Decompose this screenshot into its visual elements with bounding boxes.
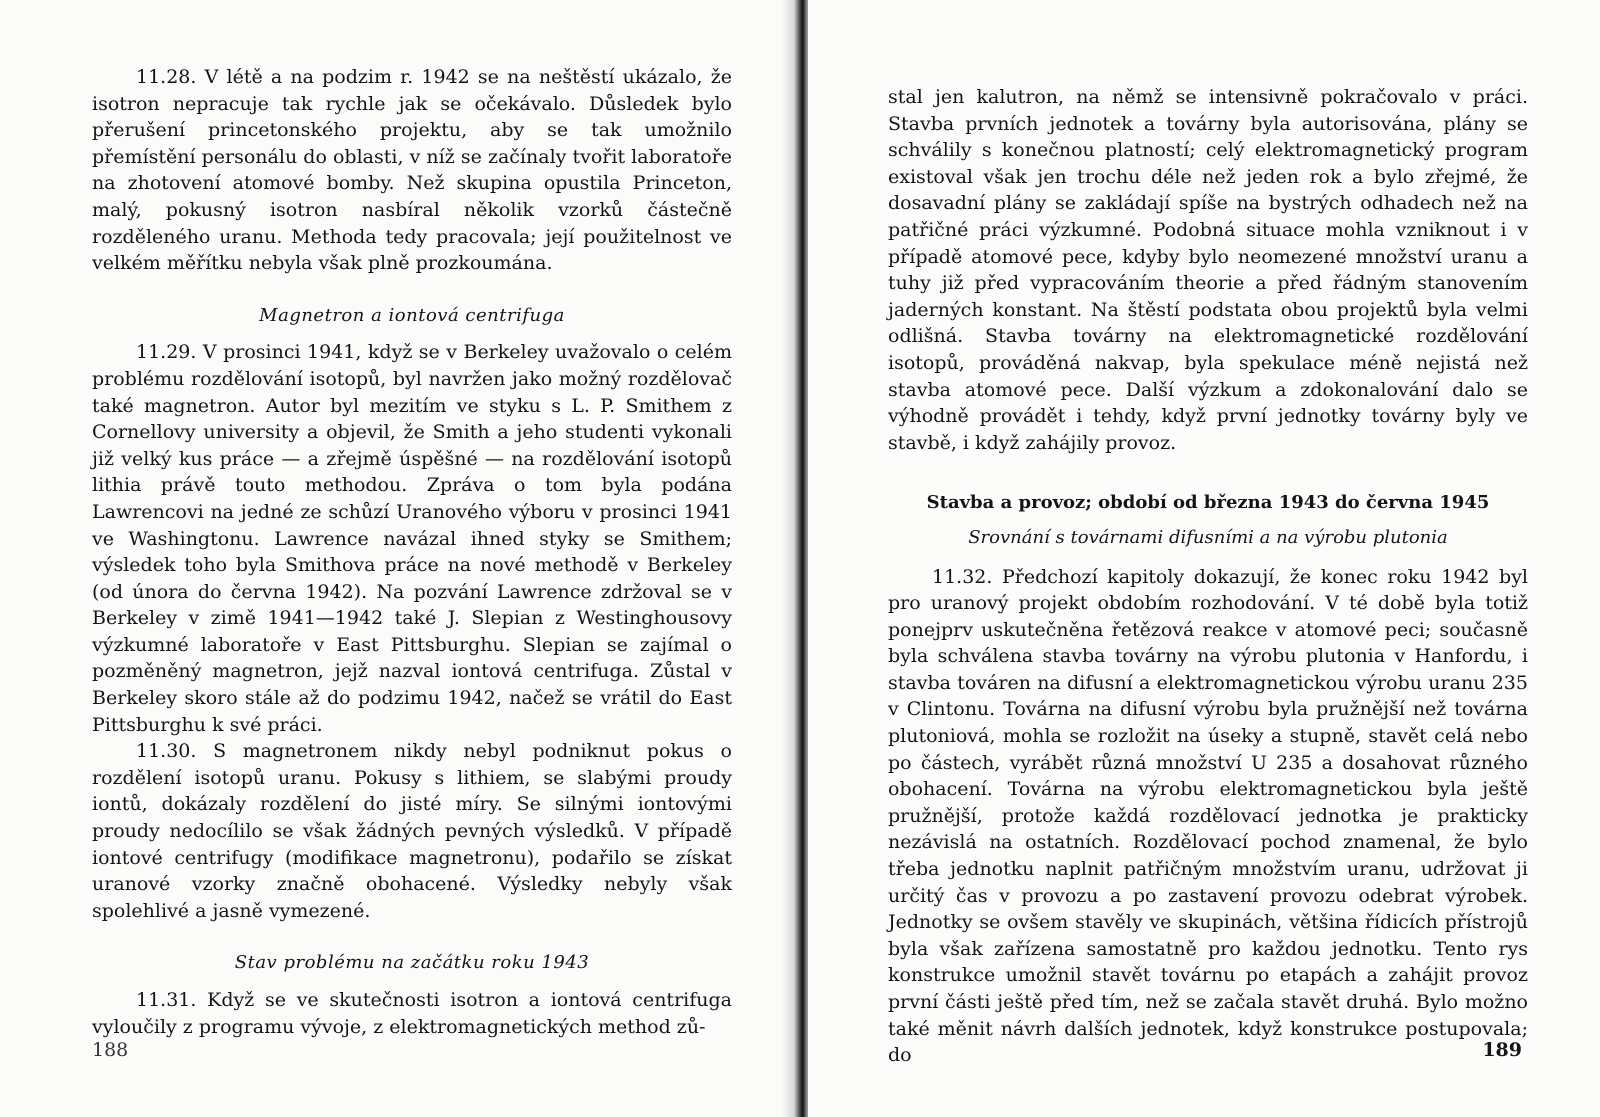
paragraph-11-31: 11.31. Když se ve skutečnosti isotron a iontová centrifuga vyloučily z programu vývoje, z elektromagnetických method zů- — [92, 989, 732, 1038]
right-page — [808, 0, 1600, 1117]
paragraph-11-28: 11.28. V létě a na podzim r. 1942 se na neštěstí ukázalo, že isotron nepracuje tak rychle jak se očekávalo. Důsledek bylo přerušení princetonského projektu, aby se tak umožnilo přemístění personálu do oblasti, v níž se začínaly tvořit laboratoře na zhotovení atomové bomby. Než skupina opustila Princeton, malý, pokusný isotron nasbíral několik vzorků částečně rozděleného uranu. Methoda tedy pracovala; její použitelnost ve velkém měřítku nebyla však plně prozkoumána. — [92, 66, 732, 275]
left-text-block — [92, 64, 732, 1040]
page-number-left: 188 — [92, 1039, 129, 1061]
section-heading-magnetron: Magnetron a iontová centrifuga — [259, 304, 565, 326]
page-number-right: 189 — [1482, 1039, 1522, 1061]
section-heading-stav-problemu: Stav problému na začátku roku 1943 — [234, 952, 590, 974]
paragraph-11-30: 11.30. S magnetronem nikdy nebyl podniknut pokus o rozdělení isotopů uranu. Pokusy s lithiem, se slabými proudy iontů, dokázaly rozdělení do jisté míry. Se silnými iontovými proudy nedocílilo se však žádných pevných výsledků. V případě iontové centrifugy (modifikace magnetronu), podařilo se získat uranové vzorky značně obohacené. Výsledky nebyly však spolehlivé a jasně vymezené. — [92, 740, 732, 922]
paragraph-11-31-continued: stal jen kalutron, na němž se intensivně pokračovalo v práci. Stavba prvních jednotek a továrny byla autorisována, plány se schválily s konečnou platností; celý elektromagnetický program existoval však jen trochu déle než jeden rok a bylo zřejmé, že dosavadní plány se zakládají spíše na bystrých odhadech než na patřičné práci výzkumné. Podobná situace mohla vzniknout i v případě atomové pece, kdyby bylo neomezené množství uranu a tuhy již před vypracováním theorie a před řádným stanovením jaderných konstant. Na štěstí podstata obou projektů byla velmi odlišná. Stavba továrny na elektromagnetické rozdělování isotopů, prováděná nakvap, byla spekulace méně nejistá než stavba atomové pece. Další výzkum a zdokonalování dalo se výhodně provádět i tehdy, když první jednotky továrny byly ve stavbě, i když zahájily provoz. — [888, 86, 1528, 454]
right-text-block — [888, 84, 1528, 1069]
paragraph-11-32: 11.32. Předchozí kapitoly dokazují, že konec roku 1942 byl pro uranový projekt obdobím rozhodování. V té době byla totiž ponejprv uskutečněna řetězová reakce v atomové peci; současně byla schválena stavba továrny na výrobu plutonia v Hanfordu, i stavba továren na difusní a elektromagnetickou výrobu uranu 235 v Clintonu. Továrna na difusní výrobu byla pružnější než továrna plutoniová, mohla se rozložit na úseky a stupně, stavět celá nebo po částech, vyrábět různá množství U 235 a dosahovat různého obohacení. Továrna na výrobu elektromagnetickou byla ještě pružnější, protože každá rozdělovací jednotka je prakticky nezávislá na ostatních. Rozdělovací pochod znamenal, že bylo třeba jednotku naplnit patřičným množstvím uranu, udržovat ji určitý čas v provozu a po zastavení provozu odebrat výrobek. Jednotky se ovšem stavěly ve skupinách, většina řídicích přístrojů byla však zařízena samostatně pro každou jednotku. Tento rys konstrukce umožnil stavět továrnu po etapách a zahájit provoz první části ještě před tím, než se začala stavět druhá. Bylo možno také měnit návrh dalších jednotek, když konstrukce postupovala; do — [888, 565, 1528, 1067]
section-subheading-srovnani: Srovnání s továrnami difusními a na výrobu plutonia — [968, 526, 1448, 548]
paragraph-11-29: 11.29. V prosinci 1941, když se v Berkeley uvažovalo o celém problému rozdělování isotopů, byl navržen jako možný rozdělovač také magnetron. Autor byl mezitím ve styku s L. P. Smithem z Cornellovy university a objevil, že Smith a jeho studenti vykonali již velký kus práce — a zřejmě úspěšné — na rozdělování isotopů lithia právě touto methodou. Zpráva o tom byla podána Lawrencovi na jedné ze schůzí Uranového výboru v prosinci 1941 ve Washingtonu. Lawrence navázal ihned styky se Smithem; výsledek toho byla Smithova práce na nové methodě v Berkeley (od února do června 1942). Na pozvání Lawrence zdržoval se v Berkeley v zimě 1941—1942 také J. Slepian z Westinghousovy výzkumné laboratoře v East Pittsburghu. Slepian se zajímal o pozměněný magnetron, jejž nazval iontová centrifuga. Zůstal v Berkeley skoro stále až do podzimu 1942, načež se vrátil do East Pittsburghu k své práci. — [92, 341, 732, 736]
section-heading-stavba-provoz: Stavba a provoz; období od března 1943 do června 1945 — [926, 492, 1490, 514]
